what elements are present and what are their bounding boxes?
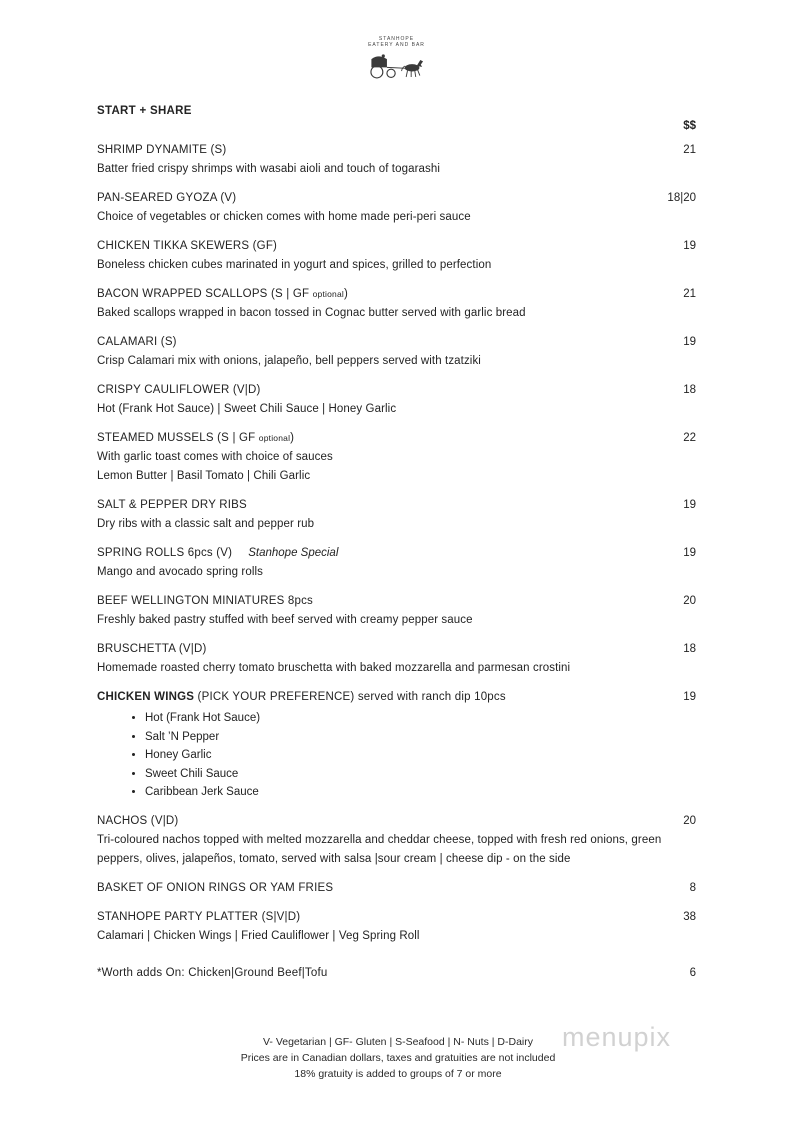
item-price: 18|20 [667, 192, 696, 204]
logo-text-line1: STANHOPE [378, 36, 415, 42]
menu-item-chicken-wings [97, 688, 696, 802]
item-price: 21 [683, 288, 696, 300]
item-name-text: STANHOPE PARTY PLATTER (S|V|D) [97, 910, 301, 923]
item-name [97, 237, 277, 256]
item-name [97, 964, 327, 983]
item-name-rest: (PICK YOUR PREFERENCE) served with ranch dip 10pcs [194, 691, 506, 703]
item-name [97, 592, 313, 611]
item-name-special-tag: Stanhope Special [248, 547, 339, 559]
item-name-text: SALT & PEPPER DRY RIBS [97, 499, 247, 511]
item-desc: Mango and avocado spring rolls [97, 566, 264, 578]
item-price: 8 [689, 881, 696, 894]
item-price: 21 [683, 144, 696, 156]
item-name [97, 908, 300, 927]
item-desc: Boneless chicken cubes marinated in yogurt and spices, grilled to perfection [97, 259, 492, 271]
restaurant-logo [97, 36, 696, 87]
menu-item-tikka-skewers [97, 237, 696, 275]
item-name [97, 496, 247, 515]
item-name-text: BASKET OF ONION RINGS OR YAM FRIES [97, 881, 334, 894]
item-name [97, 544, 338, 563]
item-name-bold: CHICKEN WINGS [97, 691, 195, 703]
logo-text-line2: EATERY AND BAR [368, 42, 425, 48]
item-price: 19 [683, 499, 696, 511]
footer-prices-note: Prices are in Canadian dollars, taxes and gratuities are not included [240, 1052, 556, 1064]
item-name-text: BACON WRAPPED SCALLOPS (S | GF [97, 288, 313, 300]
item-name-text: NACHOS (V|D) [97, 814, 179, 827]
item-desc: Calamari | Chicken Wings | Fried Cauliflower | Veg Spring Roll [97, 929, 420, 942]
menu-item-worth-adds-on [97, 964, 696, 983]
menu-item-party-platter [97, 908, 696, 946]
item-name-optional-note: optional [312, 289, 344, 299]
item-price: 20 [683, 814, 696, 827]
menu-item-gyoza [97, 189, 696, 227]
wing-sauce-option: • Sweet Chili Sauce [145, 765, 696, 784]
item-price: 18 [683, 643, 696, 655]
item-name-text: BRUSCHETTA (V|D) [97, 643, 207, 655]
item-name-text: *Worth adds On: Chicken|Ground Beef|Tofu [97, 966, 328, 979]
item-desc: Baked scallops wrapped in bacon tossed in Cognac butter served with garlic bread [97, 307, 526, 319]
menu-item-calamari [97, 333, 696, 371]
item-desc-line2: Lemon Butter | Basil Tomato | Chili Garlic [97, 470, 311, 482]
menu-item-spring-rolls [97, 544, 696, 582]
menu-footer [0, 1034, 796, 1082]
menu-item-dry-ribs [97, 496, 696, 534]
item-price: 19 [683, 336, 696, 348]
item-name [97, 285, 348, 304]
item-price: 22 [683, 432, 696, 444]
item-name-text: PAN-SEARED GYOZA (V) [97, 192, 237, 204]
menu-item-crispy-cauliflower [97, 381, 696, 419]
item-price: 38 [683, 910, 696, 923]
item-desc: Crisp Calamari mix with onions, jalapeño, bell peppers served with tzatziki [97, 355, 481, 367]
item-desc: Choice of vegetables or chicken comes with home made peri-peri sauce [97, 211, 471, 223]
horse-carriage-icon [364, 50, 430, 82]
item-desc: Dry ribs with a classic salt and pepper rub [97, 518, 315, 530]
item-name-text: CALAMARI (S) [97, 336, 177, 348]
menu-item-beef-wellington [97, 592, 696, 630]
item-desc: Freshly baked pastry stuffed with beef served with creamy pepper sauce [97, 614, 473, 626]
item-desc: Tri-coloured nachos topped with melted mozzarella and cheddar cheese, topped with fresh red onions, green peppers, olives, jalapeños, tomato, served with salsa |sour cream | cheese dip - on the side [97, 833, 662, 865]
item-name [97, 812, 178, 831]
price-column-header: $$ [683, 120, 696, 132]
item-name-tail: ) [343, 288, 348, 300]
menu-item-bruschetta [97, 640, 696, 678]
item-price: 18 [683, 384, 696, 396]
logo-text [97, 36, 696, 48]
item-name-text: CRISPY CAULIFLOWER (V|D) [97, 384, 261, 396]
item-price: 19 [683, 547, 696, 559]
item-price: 19 [683, 691, 696, 703]
item-name [97, 381, 261, 400]
item-name [97, 688, 506, 707]
item-name [97, 141, 226, 160]
item-name-optional-note: optional [258, 433, 291, 443]
item-name [97, 189, 236, 208]
item-name [97, 429, 294, 448]
menu-item-onion-rings-yam-fries [97, 879, 696, 898]
wing-sauce-option: • Caribbean Jerk Sauce [145, 783, 696, 802]
item-name-text: STEAMED MUSSELS (S | GF [97, 432, 259, 444]
item-desc: Batter fried crispy shrimps with wasabi aioli and touch of togarashi [97, 163, 441, 175]
menu-item-bacon-scallops [97, 285, 696, 323]
wing-sauce-option: • Honey Garlic [145, 746, 696, 765]
footer-legend: V- Vegetarian | GF- Gluten | S-Seafood | N- Nuts | D-Dairy [262, 1036, 533, 1048]
item-price: 6 [689, 966, 696, 979]
item-name-text: CHICKEN TIKKA SKEWERS (GF) [97, 240, 278, 252]
item-name-text: SPRING ROLLS 6pcs (V) [97, 547, 233, 559]
item-name-tail: ) [290, 432, 295, 444]
item-desc: With garlic toast comes with choice of sauces [97, 451, 333, 463]
section-header [97, 105, 696, 132]
item-name-text: SHRIMP DYNAMITE (S) [97, 144, 227, 156]
wing-sauce-option: • Salt ’N Pepper [145, 728, 696, 747]
menupix-watermark: menupix [562, 1022, 672, 1052]
wing-sauce-list [97, 709, 696, 802]
item-name [97, 333, 177, 352]
wing-sauce-option: • Hot (Frank Hot Sauce) [145, 709, 696, 728]
item-price: 20 [683, 595, 696, 607]
menu-item-nachos [97, 812, 696, 869]
item-name-text: BEEF WELLINGTON MINIATURES 8pcs [97, 595, 314, 607]
menu-item-shrimp-dynamite [97, 141, 696, 179]
item-desc: Homemade roasted cherry tomato bruschetta with baked mozzarella and parmesan crostini [97, 662, 571, 674]
item-desc: Hot (Frank Hot Sauce) | Sweet Chili Sauce | Honey Garlic [97, 403, 397, 415]
footer-gratuity-note: 18% gratuity is added to groups of 7 or more [294, 1068, 502, 1080]
section-title: START + SHARE [97, 105, 192, 117]
item-price: 19 [683, 240, 696, 252]
menu-item-steamed-mussels [97, 429, 696, 486]
item-name [97, 879, 333, 898]
item-name [97, 640, 206, 659]
